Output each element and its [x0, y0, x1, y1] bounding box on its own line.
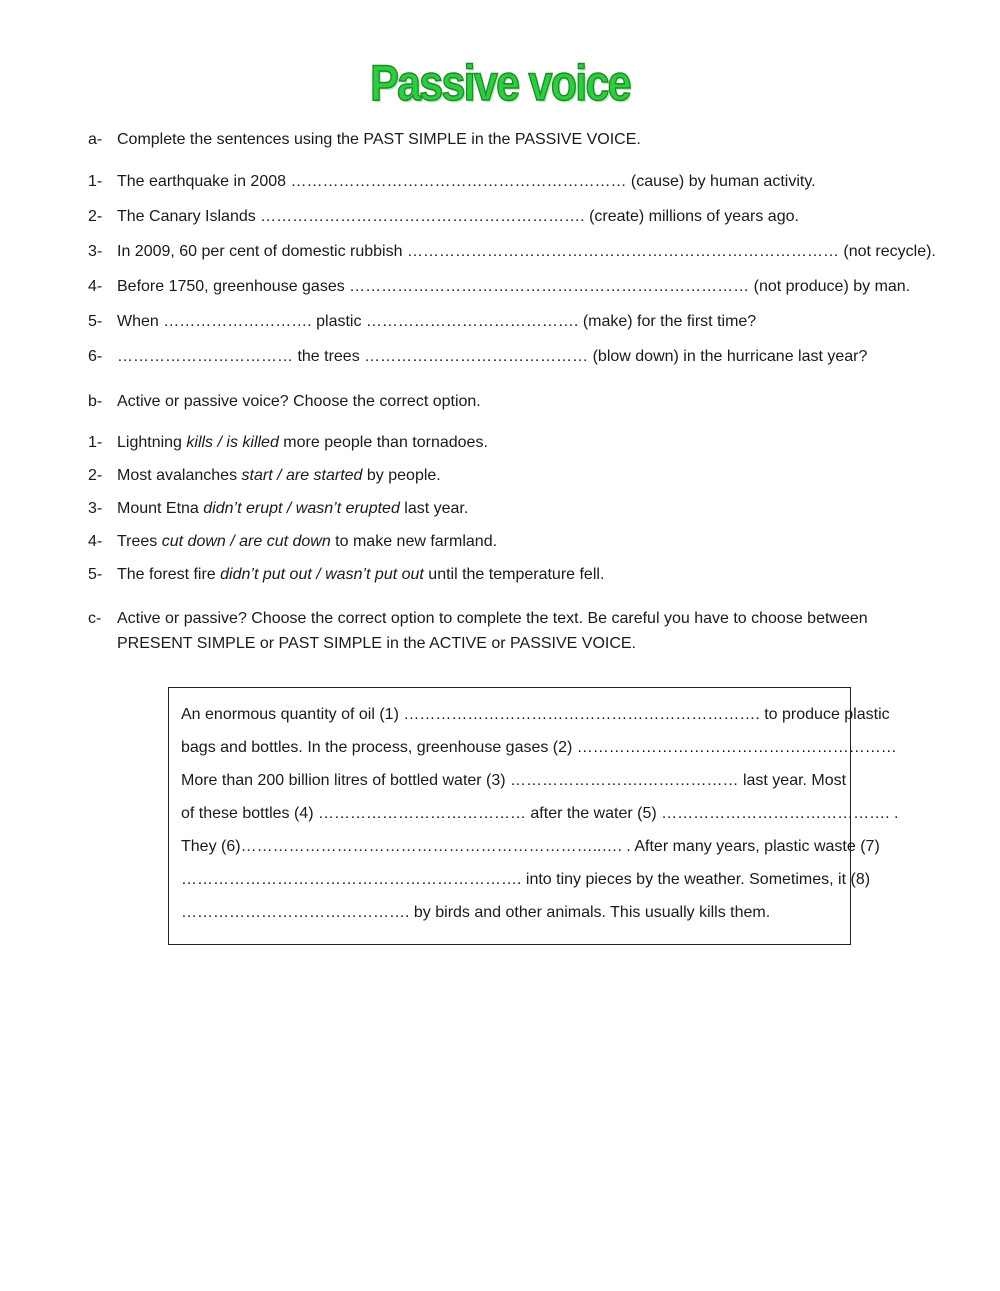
- section-a-label: a-: [88, 131, 103, 148]
- cloze-line: They (6)…………………………………………………………..…. . After many years, plastic waste (7): [181, 838, 880, 855]
- item-text-after: last year.: [399, 500, 469, 517]
- item-options: kills / is killed: [186, 434, 279, 451]
- item-text: When ………………………. plastic …………………………………. (make) for the first time?: [117, 313, 757, 330]
- section-b-label: b-: [88, 393, 103, 410]
- section-c-label: c-: [88, 610, 102, 627]
- item-number: 2-: [88, 467, 103, 484]
- item-options: start / are started: [241, 467, 363, 484]
- cloze-line: of these bottles (4) ………………………………… after the water (5) ……………………………………. .: [181, 805, 899, 822]
- item-text-after: by people.: [362, 467, 441, 484]
- item-text: The Canary Islands ……………………………………………………. (create) millions of years ago.: [117, 208, 799, 225]
- item-number: 3-: [88, 500, 103, 517]
- item-number: 3-: [88, 243, 103, 260]
- page-title: Passive voice: [370, 55, 630, 111]
- item-text: In 2009, 60 per cent of domestic rubbish ……………………………………………………………………… (not recycle).: [117, 243, 936, 260]
- item-number: 6-: [88, 348, 103, 365]
- item-text-before: The forest fire: [117, 566, 221, 583]
- item-text-before: Trees: [117, 533, 162, 550]
- item-text: [117, 499, 468, 519]
- item-number: 1-: [88, 434, 103, 451]
- item-number: 2-: [88, 208, 103, 225]
- section-c-instruction-line1: Active or passive? Choose the correct option to complete the text. Be careful you have to choose between: [117, 610, 868, 627]
- cloze-line: ……………………………………. by birds and other animals. This usually kills them.: [181, 904, 771, 921]
- item-text-before: Most avalanches: [117, 467, 242, 484]
- item-text-after: until the temperature fell.: [423, 566, 605, 583]
- section-c-instruction-line2: PRESENT SIMPLE or PAST SIMPLE in the ACTIVE or PASSIVE VOICE.: [117, 635, 636, 652]
- item-text-before: Mount Etna: [117, 500, 204, 517]
- item-text: The earthquake in 2008 ……………………………………………………… (cause) by human activity.: [117, 173, 816, 190]
- item-text: Before 1750, greenhouse gases ………………………………………………………………… (not produce) by man.: [117, 278, 911, 295]
- item-options: didn’t erupt / wasn’t erupted: [203, 500, 400, 517]
- item-text: [117, 466, 441, 486]
- item-text-after: to make new farmland.: [330, 533, 498, 550]
- item-text-before: Lightning: [117, 434, 187, 451]
- item-number: 4-: [88, 533, 103, 550]
- cloze-line: ………………………………………………………. into tiny pieces by the weather. Sometimes, it (8): [181, 871, 871, 888]
- item-number: 1-: [88, 173, 103, 190]
- item-text: …………………………… the trees …………………………………… (blow down) in the hurricane last year?: [117, 348, 868, 365]
- cloze-line: An enormous quantity of oil (1) …………………………………………………………. to produce plastic: [181, 706, 890, 723]
- item-text: [117, 532, 497, 552]
- item-options: cut down / are cut down: [161, 533, 331, 550]
- item-number: 4-: [88, 278, 103, 295]
- item-text: [117, 433, 488, 453]
- item-text-after: more people than tornadoes.: [278, 434, 488, 451]
- section-b-instruction: Active or passive voice? Choose the correct option.: [117, 393, 481, 410]
- item-options: didn’t put out / wasn’t put out: [220, 566, 424, 583]
- item-text: [117, 565, 604, 585]
- cloze-line: More than 200 billion litres of bottled water (3) …………………….……………… last year. Most: [181, 772, 847, 789]
- cloze-line: bags and bottles. In the process, greenhouse gases (2) ……………………………………………………: [181, 739, 897, 756]
- cloze-text-box: [168, 687, 899, 945]
- item-number: 5-: [88, 313, 103, 330]
- section-a-instruction: Complete the sentences using the PAST SIMPLE in the PASSIVE VOICE.: [117, 131, 641, 148]
- item-number: 5-: [88, 566, 103, 583]
